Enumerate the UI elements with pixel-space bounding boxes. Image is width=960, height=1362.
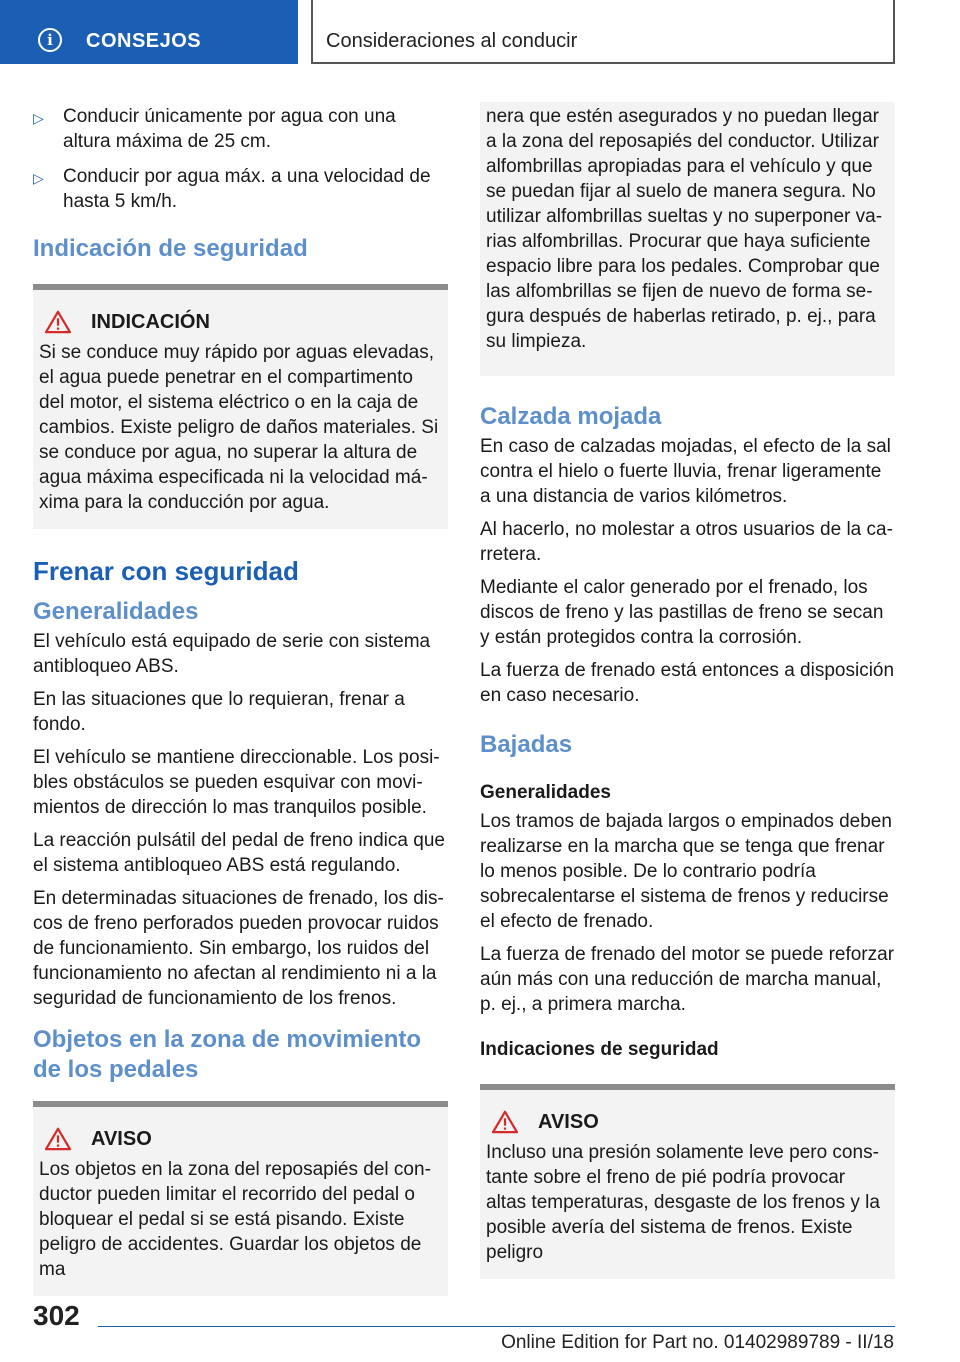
warning-triangle-icon <box>43 310 73 334</box>
warning-triangle-icon <box>490 1110 520 1134</box>
safety-subheading: Indicaciones de seguridad <box>480 1039 719 1060</box>
triangle-bullet-icon: ▷ <box>33 170 44 186</box>
paragraph: El vehículo se mantiene direccionable. Los posibles obstáculos se pueden esquivar con movimientos de dirección lo mas tranquilos posible. <box>33 747 440 818</box>
wet-road-heading: Calzada mojada <box>480 403 662 430</box>
paragraph: La fuerza de frenado está entonces a disposición en caso necesario. <box>480 660 895 706</box>
paragraph: Mediante el calor generado por el frenado, los discos de freno y las pastillas de freno se secan y están protegidos contra la corrosión. <box>480 577 884 648</box>
notice-box <box>33 284 448 529</box>
section-label: CONSEJOS <box>86 30 202 52</box>
warning-title: AVISO <box>91 1127 152 1150</box>
edition-text: Online Edition for Part no. 01402989789 - II/18 <box>501 1332 894 1353</box>
page-number: 302 <box>33 1300 80 1331</box>
paragraph: La fuerza de frenado del motor se puede reforzar aún más con una reducción de marcha manual, p. ej., a primera marcha. <box>480 944 895 1015</box>
warning-box <box>33 1101 448 1296</box>
warning-text: Incluso una presión solamente leve pero constante sobre el freno de pié podría provocar altas temperaturas, desgaste de los frenos y la posible avería del sistema de frenos. Existe peligro <box>486 1142 880 1263</box>
general-heading: Generalidades <box>33 598 199 625</box>
right-column <box>480 102 895 1279</box>
paragraph: Los tramos de bajada largos o empinados deben realizarse en la marcha que se tenga que frenar lo menos posible. De lo contrario podría sobrecalentarse el sistema de frenos y reducirse el efecto de frenado. <box>480 811 892 932</box>
paragraph: En las situaciones que lo requieran, frenar a fondo. <box>33 689 405 735</box>
paragraph: En determinadas situaciones de frenado, los discos de freno perforados pueden provocar ruidos de funcionamiento. Sin embargo, los ruidos del funcionamiento no afectan al rendimiento ni a la seguridad de funcionamiento de los frenos. <box>33 888 444 1009</box>
warning-title: AVISO <box>538 1110 599 1133</box>
safety-heading: Indicación de seguridad <box>33 235 308 262</box>
footer-divider <box>98 1326 895 1327</box>
notice-title: INDICACIÓN <box>91 310 210 333</box>
chapter-title: Consideraciones al conducir <box>326 30 578 52</box>
warning-box <box>480 1084 895 1279</box>
warning-box-continued <box>480 102 895 376</box>
objects-heading: Objetos en la zona de movimiento de los pedales <box>33 1026 422 1083</box>
warning-text-continued: nera que estén asegurados y no puedan llegar a la zona del reposapiés del conductor. Utilizar alfombrillas apropiadas para el vehículo y que se puedan fijar al suelo de manera segura. No utilizar alfombrillas sueltas y no superponer varias alfombrillas. Procurar que haya suficiente espacio libre para los pedales. Comprobar que las alfombrillas se fijen de nuevo de forma segura después de haberlas retirado, p. ej., para su limpieza. <box>486 106 883 352</box>
paragraph: Al hacerlo, no molestar a otros usuarios de la carretera. <box>480 519 893 565</box>
warning-text: Los objetos en la zona del reposapiés del conductor pueden limitar el recorrido del pedal o bloquear el pedal si se está pisando. Existe peligro de accidentes. Guardar los objetos de ma <box>39 1159 431 1280</box>
info-icon: i <box>38 28 62 52</box>
notice-text: Si se conduce muy rápido por aguas elevadas, el agua puede penetrar en el compartimento del motor, el sistema eléctrico o en la caja de cambios. Existe peligro de daños materiales. Si se conduce por agua, no superar la altura de agua máxima especificada ni la velocidad máxima para la conducción por agua. <box>39 342 439 513</box>
brake-heading: Frenar con seguridad <box>33 556 299 586</box>
downhill-heading: Bajadas <box>480 731 573 758</box>
left-column <box>33 104 448 1296</box>
triangle-bullet-icon: ▷ <box>33 110 44 126</box>
paragraph: La reacción pulsátil del pedal de freno indica que el sistema antibloqueo ABS está regulando. <box>33 830 445 876</box>
list-item: ▷ Conducir por agua máx. a una velocidad de hasta 5 km/h. <box>33 166 431 212</box>
list-item: ▷ Conducir únicamente por agua con una altura máxima de 25 cm. <box>33 106 396 152</box>
paragraph: El vehículo está equipado de serie con sistema antibloqueo ABS. <box>33 631 431 677</box>
paragraph: En caso de calzadas mojadas, el efecto de la sal contra el hielo o fuerte lluvia, frenar ligeramente a una distancia de varios kilómetros. <box>480 436 891 507</box>
downhill-subheading: Generalidades <box>480 782 611 803</box>
warning-triangle-icon <box>43 1127 73 1151</box>
